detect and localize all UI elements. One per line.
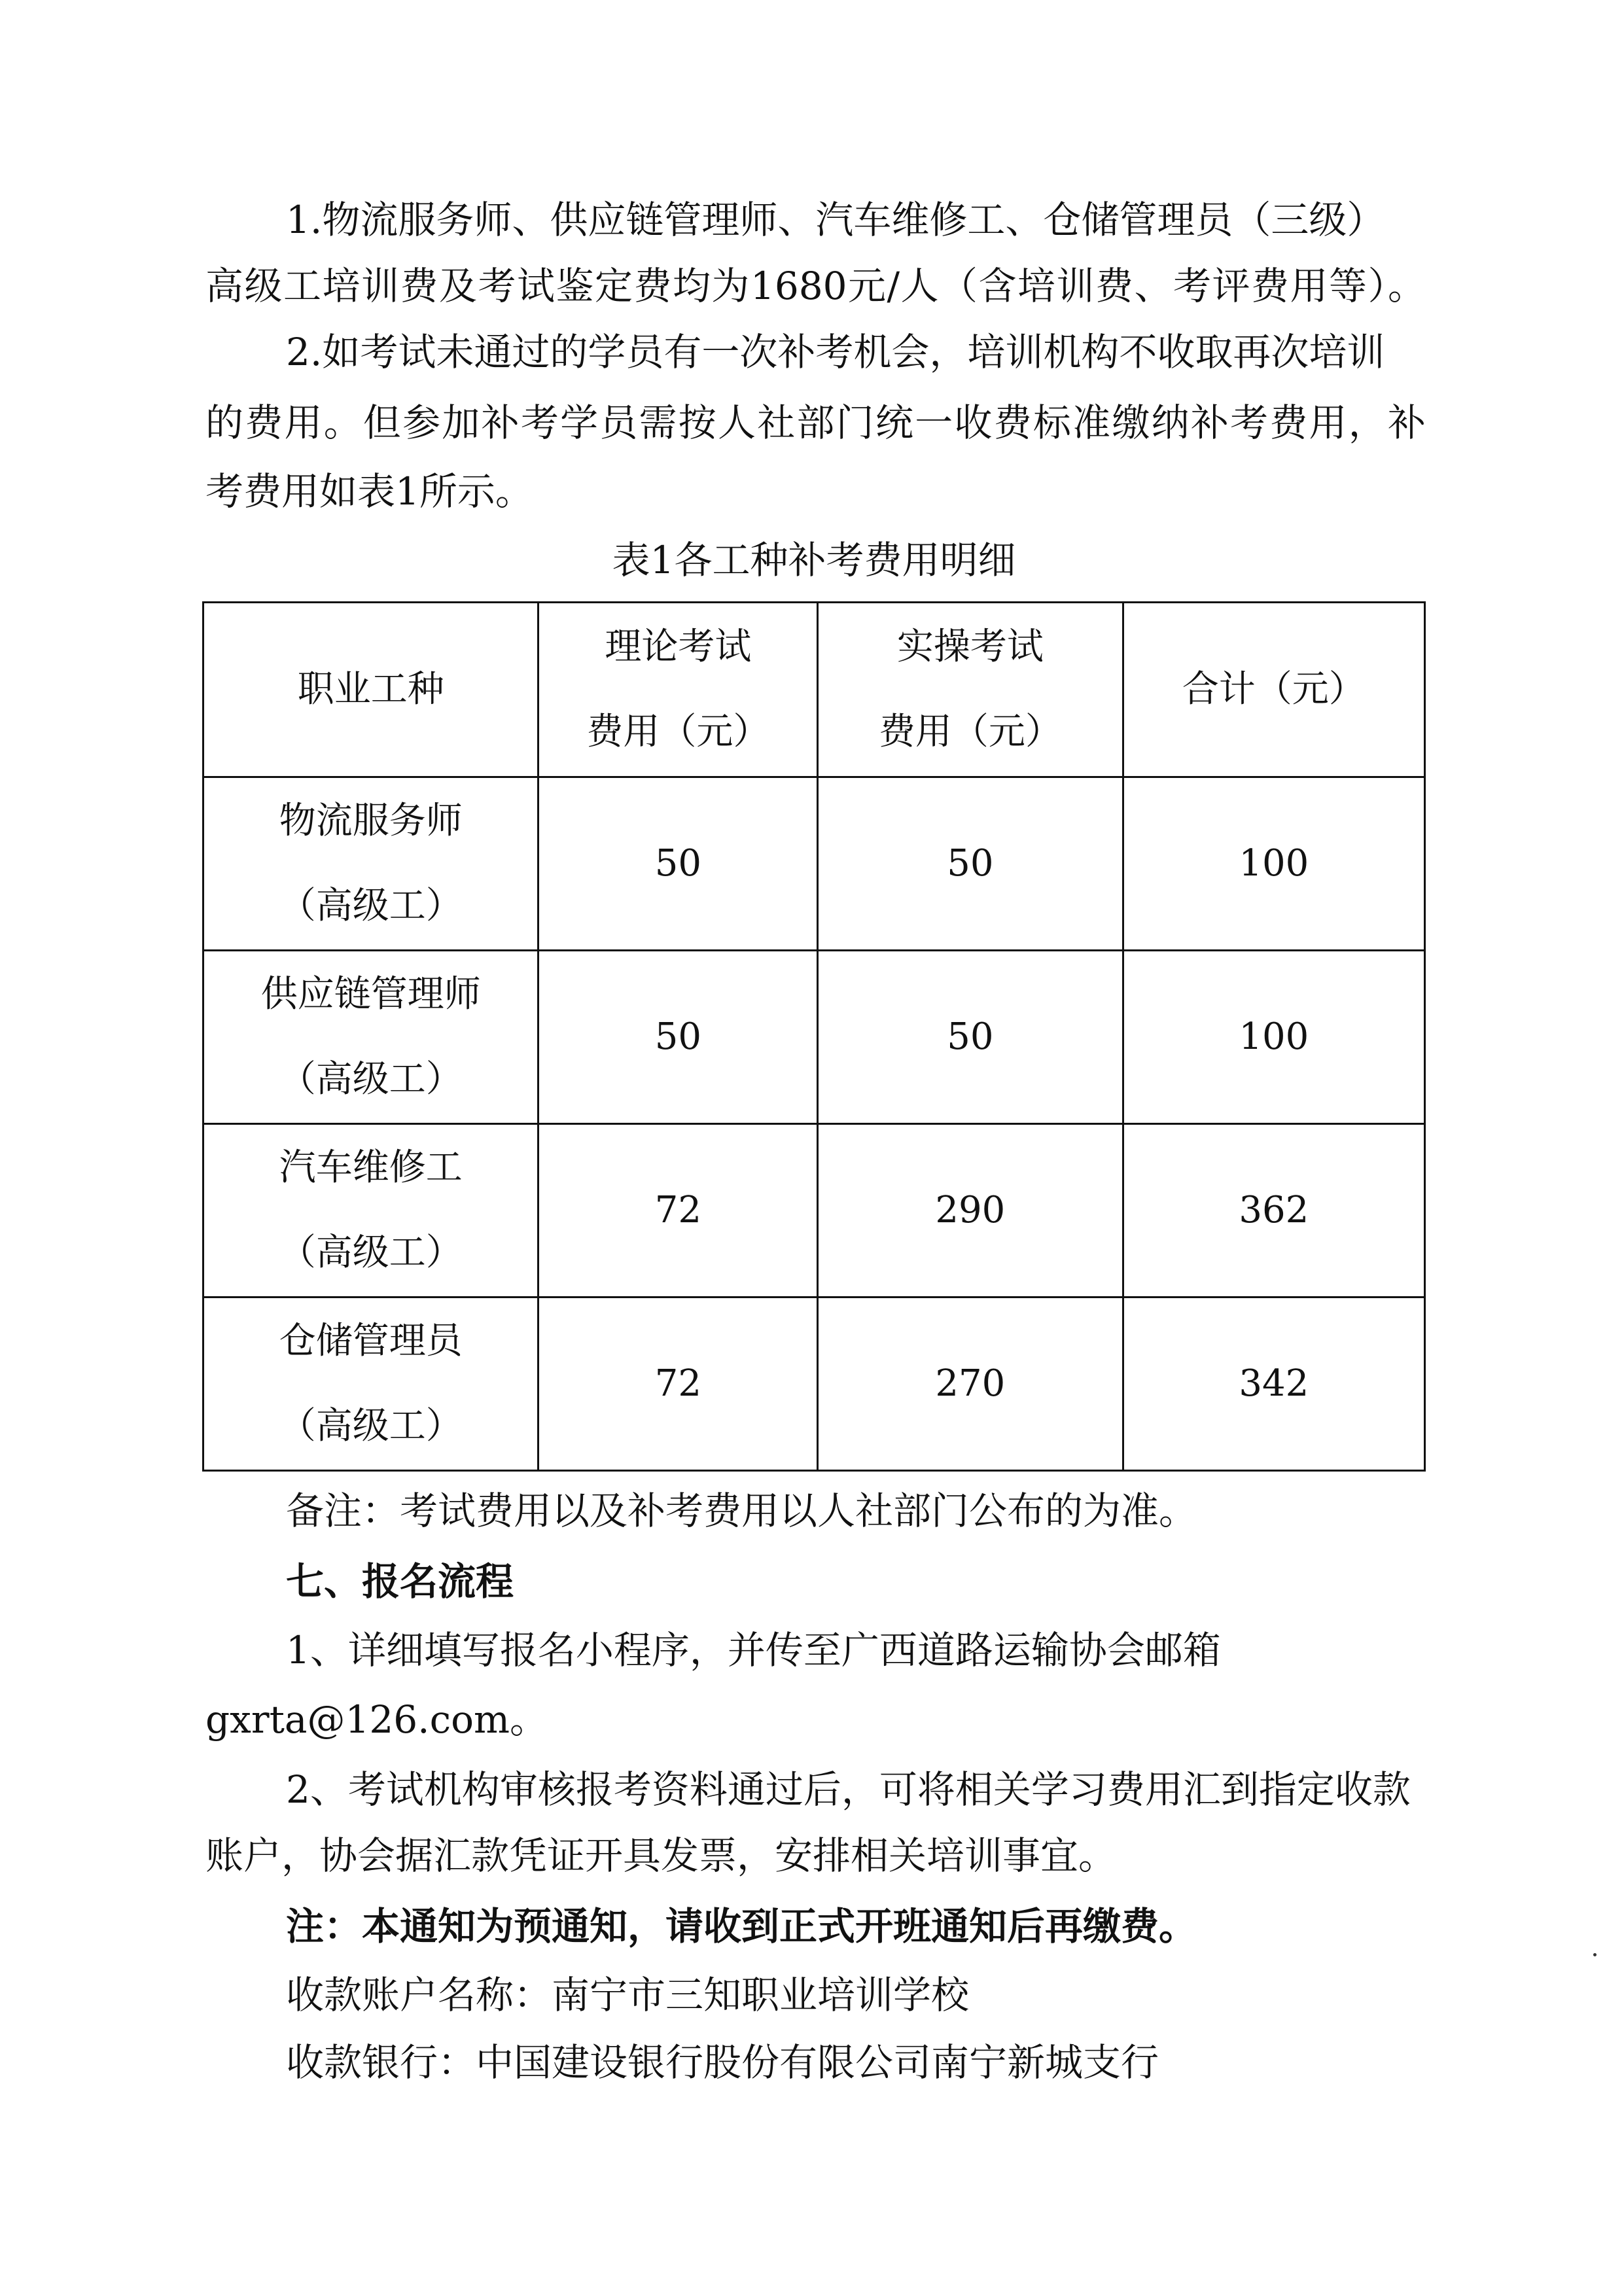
cell-practice: 50: [818, 777, 1123, 951]
paragraph-1-line-2: 高级工培训费及考试鉴定费均为1680元/人（含培训费、考评费用等）。: [205, 264, 1426, 308]
header-total: [1123, 603, 1424, 777]
occupation-name: 供应链管理师: [260, 973, 481, 1015]
paragraph-2-line-1: 2.如考试未通过的学员有一次补考机会，培训机构不收取再次培训: [286, 330, 1385, 374]
occupation-level: （高级工）: [279, 1405, 463, 1447]
section-heading: 七、报名流程: [286, 1559, 514, 1604]
header-text: 职业工种: [297, 668, 444, 711]
cell-theory: 72: [538, 1297, 818, 1471]
occupation-name: 汽车维修工: [279, 1146, 463, 1189]
table-note: 备注：考试费用以及补考费用以人社部门公布的为准。: [286, 1489, 1197, 1533]
payment-notice: 注：本通知为预通知，请收到正式开班通知后再缴费。: [286, 1904, 1197, 1949]
table-row: [203, 1124, 1425, 1297]
paragraph-1-line-1: 1.物流服务师、供应链管理师、汽车维修工、仓储管理员（三级）: [286, 198, 1385, 242]
header-text: 费用（元）: [878, 711, 1062, 753]
cell-occupation: [203, 1124, 538, 1297]
table-header-row: [203, 603, 1425, 777]
bank-name: 收款银行：中国建设银行股份有限公司南宁新城支行: [286, 2040, 1159, 2085]
occupation-level: （高级工）: [279, 1058, 463, 1101]
table-caption: 表1各工种补考费用明细: [612, 538, 1016, 582]
occupation-name: 物流服务师: [279, 800, 463, 842]
occupation-name: 仓储管理员: [279, 1320, 463, 1362]
cell-total: 100: [1123, 777, 1424, 951]
paragraph-2-line-2: 的费用。但参加补考学员需按人社部门统一收费标准缴纳补考费用，补: [205, 400, 1426, 445]
cell-theory: 50: [538, 951, 818, 1124]
step-2-line-1: 2、考试机构审核报考资料通过后，可将相关学习费用汇到指定收款: [286, 1767, 1411, 1812]
step-1-email: gxrta@126.com。: [205, 1697, 548, 1742]
paragraph-2-line-3: 考费用如表1所示。: [205, 469, 533, 514]
header-practice: [818, 603, 1123, 777]
cell-total: 100: [1123, 951, 1424, 1124]
cell-practice: 270: [818, 1297, 1123, 1471]
fee-table: [202, 601, 1426, 1472]
step-2-line-2: 账户，协会据汇款凭证开具发票，安排相关培训事宜。: [205, 1833, 1117, 1878]
occupation-level: （高级工）: [279, 885, 463, 927]
header-text: 合计（元）: [1182, 668, 1366, 711]
cell-occupation: [203, 1297, 538, 1471]
scan-speck: [1593, 1953, 1597, 1956]
cell-practice: 50: [818, 951, 1123, 1124]
cell-total: 342: [1123, 1297, 1424, 1471]
step-1-line-1: 1、详细填写报名小程序，并传至广西道路运输协会邮箱: [286, 1628, 1221, 1672]
cell-occupation: [203, 777, 538, 951]
table-row: [203, 951, 1425, 1124]
header-text: 实操考试: [896, 626, 1044, 668]
header-text: 理论考试: [605, 626, 752, 668]
table-row: [203, 1297, 1425, 1471]
account-name: 收款账户名称：南宁市三知职业培训学校: [286, 1973, 970, 2017]
header-occupation: [203, 603, 538, 777]
header-text: 费用（元）: [586, 711, 770, 753]
table-row: [203, 777, 1425, 951]
cell-theory: 50: [538, 777, 818, 951]
cell-total: 362: [1123, 1124, 1424, 1297]
header-theory: [538, 603, 818, 777]
cell-practice: 290: [818, 1124, 1123, 1297]
occupation-level: （高级工）: [279, 1231, 463, 1274]
cell-occupation: [203, 951, 538, 1124]
cell-theory: 72: [538, 1124, 818, 1297]
